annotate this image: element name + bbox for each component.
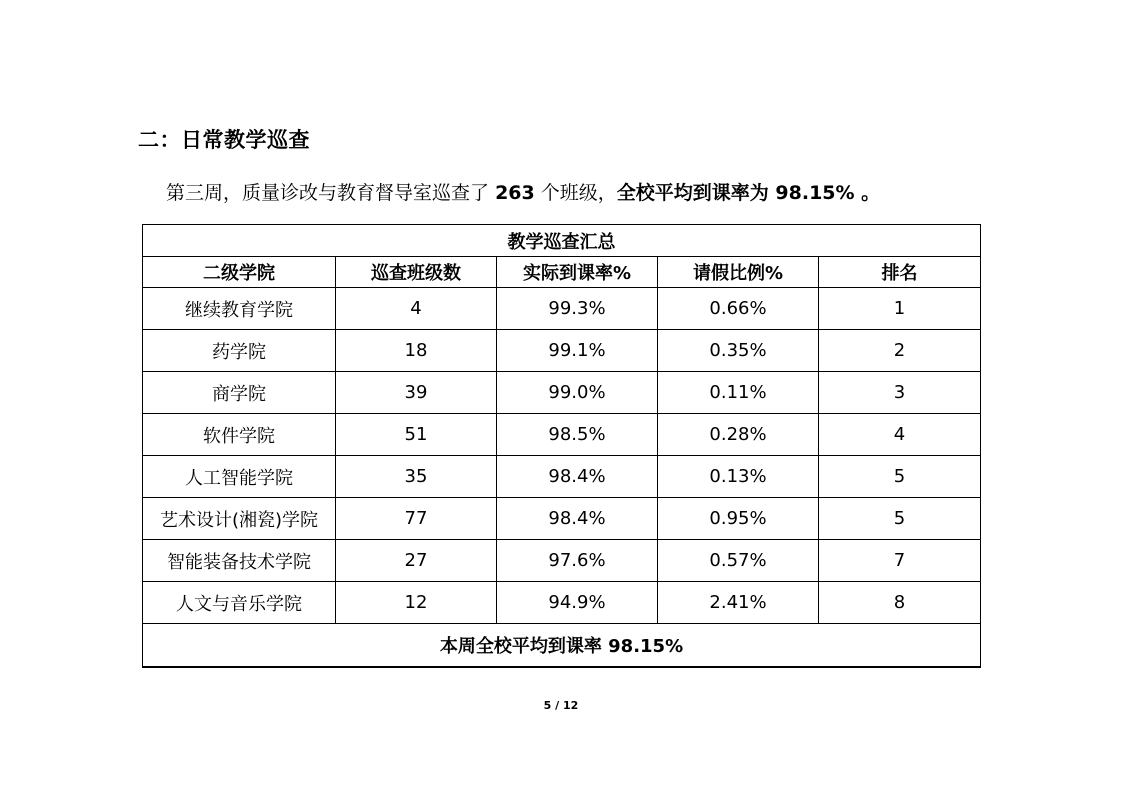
summary-text-intro: 第三周，质量诊改与教育督导室巡查了 (166, 182, 490, 204)
cell-rank: 1 (819, 288, 981, 330)
cell-college: 软件学院 (143, 414, 336, 456)
cell-rank: 5 (819, 498, 981, 540)
cell-college: 人文与音乐学院 (143, 582, 336, 624)
cell-classes: 4 (336, 288, 497, 330)
cell-college: 继续教育学院 (143, 288, 336, 330)
column-header-attendance: 实际到课率% (497, 257, 658, 288)
column-header-college: 二级学院 (143, 257, 336, 288)
page-number: 5 / 12 (543, 699, 579, 712)
summary-average-rate: 全校平均到课率为 98.15% 。 (616, 182, 881, 204)
table-caption: 教学巡查汇总 (143, 225, 981, 257)
cell-classes: 18 (336, 330, 497, 372)
cell-rank: 3 (819, 372, 981, 414)
cell-leave: 2.41% (658, 582, 819, 624)
table-row (143, 456, 981, 498)
cell-leave: 0.35% (658, 330, 819, 372)
cell-classes: 51 (336, 414, 497, 456)
table-row (143, 288, 981, 330)
summary-text-unit: 个班级， (540, 182, 617, 204)
table-row (143, 414, 981, 456)
cell-classes: 77 (336, 498, 497, 540)
cell-attendance: 97.6% (497, 540, 658, 582)
column-header-leave: 请假比例% (658, 257, 819, 288)
section-heading: 二：日常教学巡查 (138, 128, 310, 152)
table-row (143, 540, 981, 582)
cell-college: 人工智能学院 (143, 456, 336, 498)
table-row (143, 372, 981, 414)
cell-attendance: 98.5% (497, 414, 658, 456)
cell-rank: 7 (819, 540, 981, 582)
cell-rank: 4 (819, 414, 981, 456)
table-header-row (143, 257, 981, 288)
table-caption-row (143, 225, 981, 257)
cell-college: 艺术设计(湘瓷)学院 (143, 498, 336, 540)
cell-attendance: 98.4% (497, 456, 658, 498)
cell-leave: 0.13% (658, 456, 819, 498)
cell-leave: 0.95% (658, 498, 819, 540)
table-row (143, 330, 981, 372)
column-header-rank: 排名 (819, 257, 981, 288)
summary-class-count: 263 (495, 182, 535, 204)
cell-attendance: 94.9% (497, 582, 658, 624)
cell-rank: 8 (819, 582, 981, 624)
cell-classes: 12 (336, 582, 497, 624)
cell-classes: 39 (336, 372, 497, 414)
table-footer-row (143, 624, 981, 668)
table-row (143, 498, 981, 540)
cell-college: 商学院 (143, 372, 336, 414)
table-row (143, 582, 981, 624)
cell-college: 智能装备技术学院 (143, 540, 336, 582)
cell-leave: 0.66% (658, 288, 819, 330)
cell-rank: 5 (819, 456, 981, 498)
cell-attendance: 98.4% (497, 498, 658, 540)
cell-attendance: 99.3% (497, 288, 658, 330)
cell-leave: 0.11% (658, 372, 819, 414)
cell-classes: 27 (336, 540, 497, 582)
cell-attendance: 99.1% (497, 330, 658, 372)
cell-leave: 0.28% (658, 414, 819, 456)
cell-classes: 35 (336, 456, 497, 498)
cell-attendance: 99.0% (497, 372, 658, 414)
column-header-classes: 巡查班级数 (336, 257, 497, 288)
cell-leave: 0.57% (658, 540, 819, 582)
cell-college: 药学院 (143, 330, 336, 372)
summary-paragraph (166, 178, 880, 205)
cell-rank: 2 (819, 330, 981, 372)
table-footer-average: 本周全校平均到课率 98.15% (143, 624, 981, 668)
inspection-summary-table (142, 224, 981, 668)
